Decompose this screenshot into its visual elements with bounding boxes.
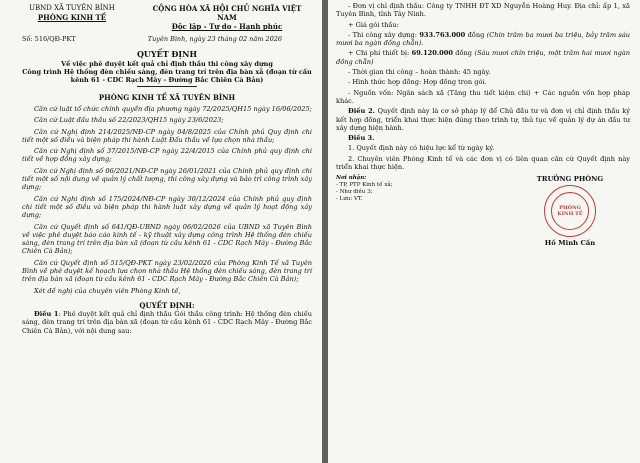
- subject-line: kênh 61 - CDC Rạch Mây - Đường Bắc Chiên Cà Bản): [70, 76, 264, 84]
- contract-form: - Hình thức hợp đồng: Hợp đồng trọn gói.: [348, 78, 487, 87]
- legal-basis: Căn cứ Quyết định số 641/QĐ-UBND ngày 06/02/2026 của UBND xã Tuyên Bình về việc phê duyệt báo cáo kinh tế - kỹ thuật xây dựng công trình Hệ thống đèn chiếu sáng, đèn trang trí trên địa bàn xã (đoạn từ cầu kênh 61 - CDC Rạch Mây - Đường Bắc Chiên Cà Bản);: [22, 222, 312, 256]
- article-1-text: : Phê duyệt kết quả chỉ định thầu Gói thầu công trình: Hệ thống đèn chiếu sáng, đèn trang trí trên địa bàn xã (đoạn từ cầu kênh 61 - CDC Rạch Mây - Đường Bắc Chiên Cà Bản), với nội dung sau:: [22, 309, 312, 335]
- legal-basis: Căn cứ Nghị định 214/2025/NĐ-CP ngày 04/8/2025 của Chính phủ Quy định chi tiết một số điều và biện pháp thi hành Luật Đấu thầu về lựa chọn nhà thầu;: [22, 127, 312, 144]
- construction-cost-words: (Chín trăm ba mươi ba triệu, bảy trăm sáu mươi ba ngàn đồng chẵn).: [336, 30, 631, 48]
- equipment-cost-unit: đồng: [452, 49, 472, 58]
- construction-duration: - Thời gian thi công – hoàn thành: 45 ngày.: [348, 68, 491, 77]
- authority-heading: PHÒNG KINH TẾ XÃ TUYÊN BÌNH: [98, 93, 236, 102]
- article-3-item-2: 2. Chuyên viên Phòng Kinh tế và các đơn vị có liên quan căn cứ Quyết định này triển khai thực hiện.: [336, 154, 630, 172]
- equipment-cost-label: + Chi phí thiết bị:: [348, 49, 412, 58]
- motto: Độc lập - Tự do - Hạnh phúc: [171, 22, 283, 31]
- article-3-item-1: 1. Quyết định này có hiệu lực kể từ ngày ký.: [348, 144, 495, 153]
- document-date: Tuyên Bình, ngày 23 tháng 02 năm 2026: [147, 35, 282, 43]
- nation-name: CỘNG HÒA XÃ HỘI CHỦ NGHĨA VIỆT NAM: [152, 4, 302, 22]
- recipients-label: Nơi nhận:: [336, 175, 367, 182]
- document-page-right: [328, 0, 640, 463]
- article-2: [336, 107, 630, 132]
- seal-inner-ring: [551, 192, 589, 230]
- legal-basis: Căn cứ Nghị định số 37/2015/NĐ-CP ngày 22/4/2015 của Chính phủ quy định chi tiết về hợp đồng xây dựng;: [22, 147, 312, 164]
- signature-block: [336, 175, 630, 247]
- signer-title: TRƯỞNG PHÒNG: [536, 175, 604, 184]
- decision-heading: QUYẾT ĐỊNH:: [139, 300, 195, 310]
- agency-name: PHÒNG KINH TẾ: [37, 13, 107, 22]
- document-subject: [22, 60, 312, 84]
- national-motto: [142, 4, 312, 31]
- article-2-label: Điều 2.: [348, 107, 375, 116]
- article-3-label: Điều 3.: [348, 134, 375, 143]
- article-1: [22, 310, 312, 335]
- document-number: Số: 516/QĐ-PKT: [22, 35, 76, 43]
- document-title: QUYẾT ĐỊNH: [136, 49, 198, 59]
- equipment-cost-value: 69.120.000: [411, 49, 453, 58]
- legal-basis: Căn cứ Quyết định số 515/QĐ-PKT ngày 23/02/2026 của Phòng Kinh Tế xã Tuyên Bình về phê duyệt kế hoạch lựa chọn nhà thầu Hệ thống đèn chiếu sáng, đèn trang trí trên địa bàn xã (đoạn từ cầu kênh 61 - CDC Rạch Mây - Đường Bắc Chiên Cà Bản);: [22, 258, 312, 284]
- agency-parent: UBND XÃ TUYÊN BÌNH: [29, 4, 115, 12]
- recipients-list: [336, 175, 392, 247]
- funding-source: - Nguồn vốn: Ngân sách xã (Tăng thu tiết kiệm chi) + Các nguồn vốn hợp pháp khác.: [336, 88, 630, 105]
- issuing-agency: [22, 4, 122, 31]
- article-2-text: Quyết định này là cơ sở pháp lý để Chủ đầu tư và đơn vị chỉ định thầu ký kết hợp đồng, triển khai thực hiện đúng theo trình tự, thủ tục về quản lý dự án đầu tư xây dựng hiện hành.: [336, 107, 630, 132]
- legal-basis: Căn cứ luật tổ chức chính quyền địa phương ngày 72/2025/QH15 ngày 16/06/2025;: [34, 105, 312, 113]
- legal-basis: Căn cứ Nghị định số 175/2024/NĐ-CP ngày 30/12/2024 của Chính phủ quy định chi tiết một số điều và biện pháp thi hành luật xây dựng về quản lý hoạt động xây dựng;: [22, 194, 312, 220]
- subject-line: Về việc phê duyệt kết quả chỉ định thầu thi công xây dựng: [61, 60, 273, 68]
- contractor-info: - Đơn vị chỉ định thầu: Công ty TNHH ĐT XD Nguyễn Hoàng Huy. Địa chỉ: ấp 1, xã Tuyên Bình, tỉnh Tây Ninh.: [336, 2, 630, 19]
- seal-text: PHÒNG KINH TẾ: [557, 205, 583, 218]
- price-label: + Giá gói thầu:: [348, 20, 399, 29]
- document-header: [22, 4, 312, 31]
- equipment-cost: [336, 49, 630, 66]
- divider: [137, 86, 197, 87]
- subject-line: Công trình Hệ thống đèn chiếu sáng, đèn trang trí trên địa bàn xã (đoạn từ cầu: [22, 68, 312, 76]
- recipient-item: - Lưu: VT.: [336, 196, 363, 203]
- legal-basis: Căn cứ Luật đấu thầu số 22/2023/QH15 ngày 23/6/2023;: [34, 116, 224, 125]
- signer-name: Hồ Minh Cần: [544, 239, 596, 248]
- signer: [510, 175, 630, 247]
- construction-cost-label: - Thi công xây dựng:: [348, 30, 420, 39]
- construction-cost: [336, 31, 630, 48]
- construction-cost-unit: đồng: [465, 30, 485, 39]
- legal-basis: Căn cứ Nghị định số 06/2021/NĐ-CP ngày 26/01/2021 của Chính phủ quy định chi tiết một số nội dung về quản lý chất lượng, thi công xây dựng và bảo trì công trình xây dựng;: [22, 166, 312, 192]
- equipment-cost-words: (Sáu mươi chín triệu, một trăm hai mươi ngàn đồng chẵn): [336, 49, 630, 66]
- recipient-item: - Như điều 3;: [336, 189, 373, 196]
- official-seal: [544, 185, 596, 237]
- article-1-label: Điều 1: [34, 309, 59, 318]
- recipient-item: - TP, PTP Kinh tế xã;: [336, 182, 393, 189]
- construction-cost-value: 933.763.000: [419, 30, 466, 39]
- proposal-note: Xét đề nghị của chuyên viên Phòng Kinh tế,: [34, 286, 181, 295]
